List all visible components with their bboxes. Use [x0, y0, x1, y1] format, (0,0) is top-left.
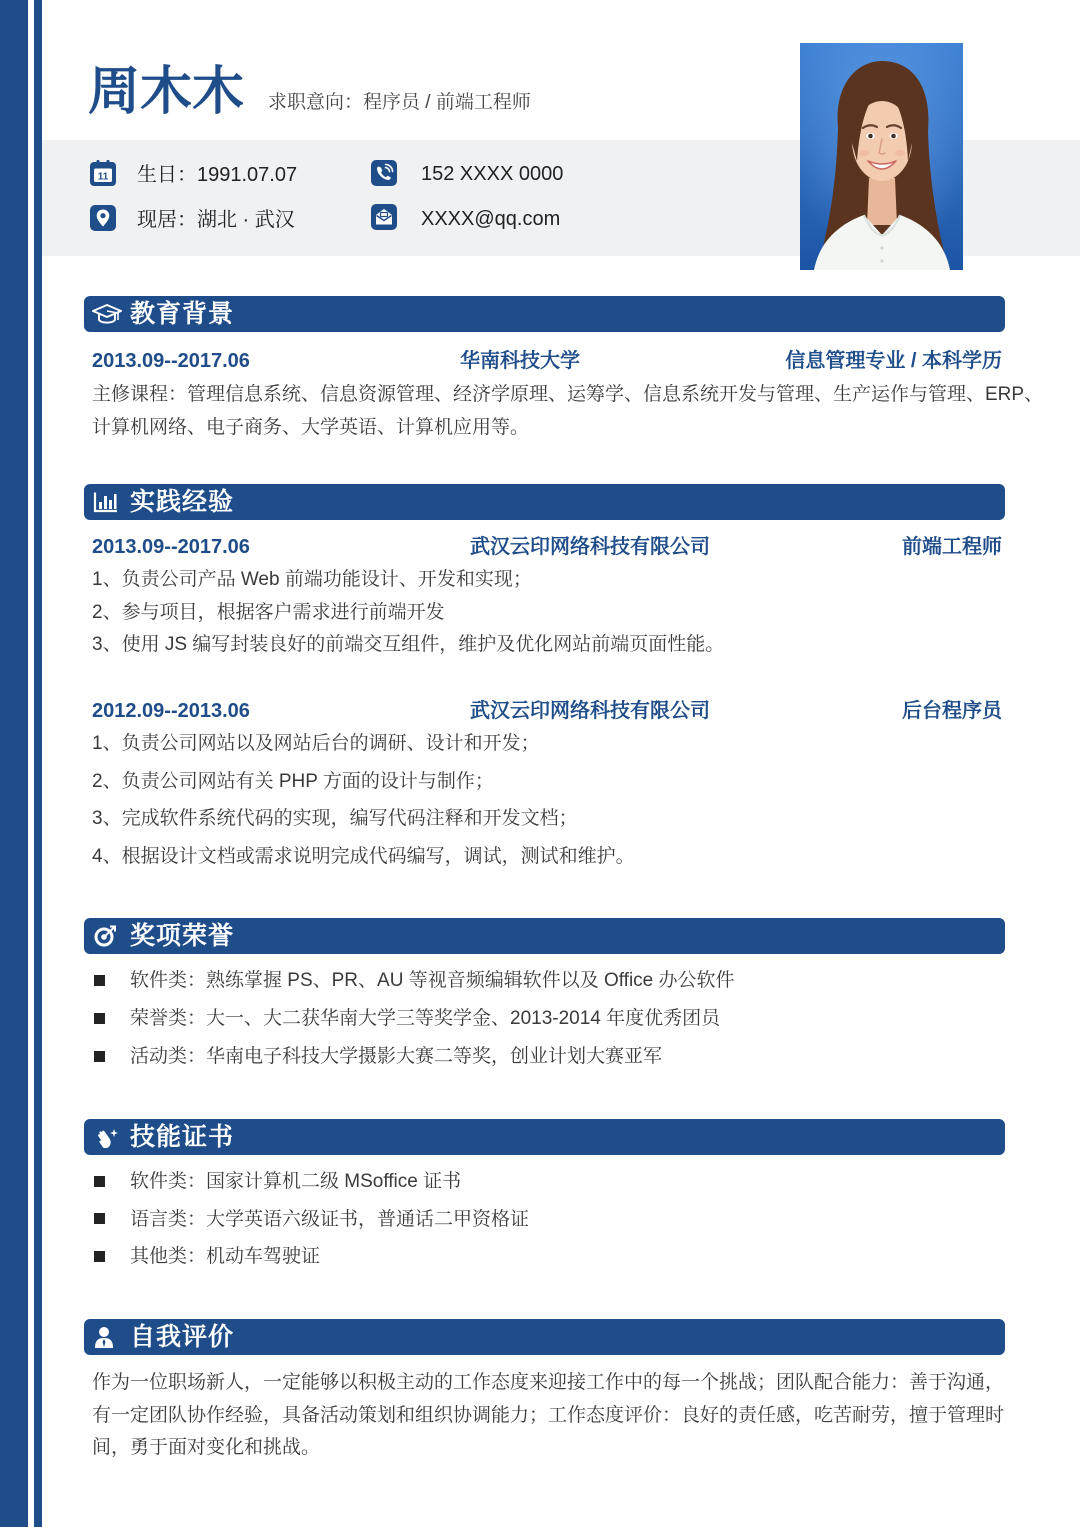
left-accent-bar-thin: [34, 0, 42, 1527]
section-header-experience: [84, 484, 1005, 520]
bullet-icon: [94, 1251, 105, 1262]
section-title: 技能证书: [130, 1123, 235, 1151]
list-item-text: 软件类：国家计算机二级 MSoffice 证书: [130, 1171, 462, 1192]
residence: [137, 207, 295, 233]
experience-duties: [92, 564, 724, 662]
section-header-education: [84, 296, 1005, 332]
education-school: 华南科技大学: [460, 350, 580, 372]
list-item-text: 软件类：熟练掌握 PS、PR、AU 等视音频编辑软件以及 Office 办公软件: [130, 970, 735, 991]
section-title: 实践经验: [130, 488, 235, 516]
list-item-text: 活动类：华南电子科技大学摄影大赛二等奖，创业计划大赛亚军: [130, 1046, 663, 1067]
hand-icon: [92, 1126, 122, 1148]
text-line: 间，勇于面对变化和挑战。: [92, 1437, 321, 1458]
duty-line: 1、负责公司网站以及网站后台的调研、设计和开发；: [92, 733, 540, 754]
bullet-icon: [94, 975, 105, 986]
email-address: XXXX@qq.com: [421, 208, 561, 230]
profile-photo: [800, 43, 963, 270]
experience-period: 2012.09--2013.06: [92, 700, 250, 722]
residence-value: 湖北 · 武汉: [197, 209, 295, 231]
experience-period: 2013.09--2017.06: [92, 536, 250, 558]
experience-duties: [92, 725, 635, 876]
list-item-text: 其他类：机动车驾驶证: [130, 1246, 321, 1267]
duty-line: 1、负责公司产品 Web 前端功能设计、开发和实现；: [92, 569, 532, 590]
text-line: 主修课程：管理信息系统、信息资源管理、经济学原理、运筹学、信息系统开发与管理、生产运作与管理、ERP、: [92, 384, 1044, 405]
candidate-name: 周木木: [88, 63, 245, 121]
bullet-icon: [94, 1051, 105, 1062]
awards-list: [92, 962, 735, 1076]
duty-line: 2、负责公司网站有关 PHP 方面的设计与制作；: [92, 770, 494, 792]
experience-role: 后台程序员: [902, 700, 1002, 722]
phone-icon: [371, 160, 397, 186]
text-line: 有一定团队协作经验，具备活动策划和组织协调能力；工作态度评价：良好的责任感，吃苦耐劳，擅于管理时: [92, 1404, 1005, 1426]
birthday-label: 生日：: [137, 164, 197, 186]
experience-role: 前端工程师: [902, 536, 1002, 558]
education-major: 信息管理专业 / 本科学历: [785, 350, 1002, 372]
birthday-value: 1991.07.07: [197, 164, 298, 186]
bullet-icon: [94, 1176, 105, 1187]
self-evaluation-text: [92, 1367, 1004, 1465]
residence-label: 现居：: [137, 209, 197, 231]
skills-list: [92, 1163, 529, 1276]
text-line: 计算机网络、电子商务、大学英语、计算机应用等。: [92, 417, 530, 438]
section-title: 教育背景: [130, 300, 235, 328]
list-item-text: 语言类：大学英语六级证书，普通话二甲资格证: [130, 1208, 530, 1230]
list-item: [92, 1000, 735, 1038]
email-icon: [371, 204, 397, 230]
photo-neck: [867, 178, 897, 225]
calendar-icon: [90, 160, 116, 186]
section-title: 自我评价: [130, 1323, 235, 1351]
left-accent-bar: [0, 0, 28, 1527]
person-icon: [92, 1326, 122, 1348]
list-item: [92, 1038, 735, 1076]
duty-line: 3、使用 JS 编写封装良好的前端交互组件，维护及优化网站前端页面性能。: [92, 634, 725, 655]
education-period: 2013.09--2017.06: [92, 350, 250, 372]
target-icon: [92, 925, 122, 947]
job-intent: 求职意向：程序员 / 前端工程师: [268, 92, 531, 113]
phone-number: 152 XXXX 0000: [421, 163, 564, 185]
birthday: [137, 162, 297, 188]
education-courses: [92, 378, 1043, 444]
section-title: 奖项荣誉: [130, 922, 235, 950]
experience-company: 武汉云印网络科技有限公司: [470, 700, 710, 722]
bullet-icon: [94, 1013, 105, 1024]
section-header-awards: [84, 918, 1005, 954]
list-item: [92, 1238, 529, 1276]
section-header-skills: [84, 1119, 1005, 1155]
bullet-icon: [94, 1213, 105, 1224]
list-item: [92, 1163, 529, 1201]
bar-chart-icon: [92, 491, 122, 513]
text-line: 作为一位职场新人，一定能够以积极主动的工作态度来迎接工作中的每一个挑战；团队配合能力：善于沟通，: [92, 1372, 1005, 1393]
list-item: [92, 1201, 529, 1239]
experience-company: 武汉云印网络科技有限公司: [470, 536, 710, 558]
location-pin-icon: [90, 205, 116, 231]
list-item: [92, 962, 735, 1000]
duty-line: 2、参与项目，根据客户需求进行前端开发: [92, 601, 445, 623]
duty-line: 4、根据设计文档或需求说明完成代码编写，调试，测试和维护。: [92, 846, 635, 868]
calendar-day-text: 11: [97, 171, 109, 183]
section-header-self-evaluation: [84, 1319, 1005, 1355]
graduation-cap-icon: [92, 303, 122, 325]
duty-line: 3、完成软件系统代码的实现，编写代码注释和开发文档；: [92, 808, 578, 830]
list-item-text: 荣誉类：大一、大二获华南大学三等奖学金、2013-2014 年度优秀团员: [130, 1008, 721, 1029]
